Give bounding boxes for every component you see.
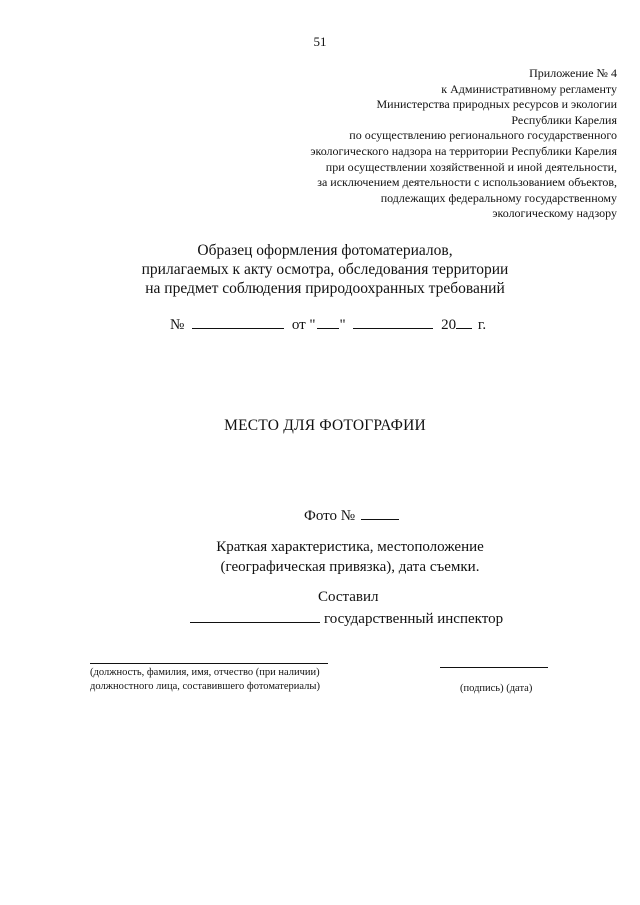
caption-line: (должность, фамилия, имя, отчество (при наличии) [90, 667, 320, 678]
appendix-line: за исключением деятельности с использованием объектов, [317, 175, 617, 190]
quote-open: " [309, 317, 316, 333]
photo-placeholder: МЕСТО ДЛЯ ФОТОГРАФИИ [224, 417, 426, 434]
document-number-line [170, 314, 486, 334]
appendix-line: Республики Карелия [511, 112, 617, 127]
compiled-by-label: Составил [318, 589, 379, 605]
description-line: (географическая привязка), дата съемки. [220, 559, 480, 575]
year-prefix: 20 [441, 317, 457, 333]
inspector-line [190, 608, 503, 628]
photo-number-label: Фото № [304, 508, 356, 524]
inspector-blank[interactable] [190, 608, 320, 623]
day-blank[interactable] [317, 314, 339, 329]
caption-line: должностного лица, составившего фотоматериалы) [90, 681, 320, 692]
year-suffix: г. [477, 317, 487, 333]
month-blank[interactable] [353, 314, 433, 329]
from-label: от [291, 317, 306, 333]
photo-description [200, 537, 500, 577]
appendix-line: экологического надзора на территории Республики Карелия [310, 143, 617, 158]
appendix-line: к Административному регламенту [441, 81, 617, 96]
title-line: Образец оформления фотоматериалов, [197, 242, 453, 259]
number-blank[interactable] [192, 314, 284, 329]
title-line: на предмет соблюдения природоохранных требований [145, 280, 505, 297]
inspector-label: государственный инспектор [324, 611, 504, 627]
page-number: 51 [313, 34, 327, 49]
appendix-header [197, 66, 617, 222]
number-sign: № [170, 317, 185, 333]
appendix-line: Министерства природных ресурсов и экологии [376, 97, 617, 112]
appendix-line: экологическому надзору [492, 206, 617, 221]
signature-right-caption: (подпись) (дата) [460, 683, 533, 694]
quote-close: " [339, 317, 346, 333]
appendix-line: по осуществлению регионального государственного [349, 128, 617, 143]
signature-left-rule[interactable] [90, 663, 328, 664]
photo-number-line [304, 505, 399, 525]
document-title [0, 241, 640, 298]
year-blank[interactable] [456, 314, 472, 329]
signature-right-rule[interactable] [440, 667, 548, 668]
appendix-line: при осуществлении хозяйственной и иной деятельности, [325, 159, 617, 174]
appendix-line: Приложение № 4 [529, 66, 617, 80]
appendix-line: подлежащих федеральному государственному [380, 190, 617, 205]
signature-left-caption [90, 666, 320, 694]
description-line: Краткая характеристика, местоположение [216, 539, 484, 555]
photo-number-blank[interactable] [361, 505, 399, 520]
title-line: прилагаемых к акту осмотра, обследования территории [141, 261, 509, 278]
